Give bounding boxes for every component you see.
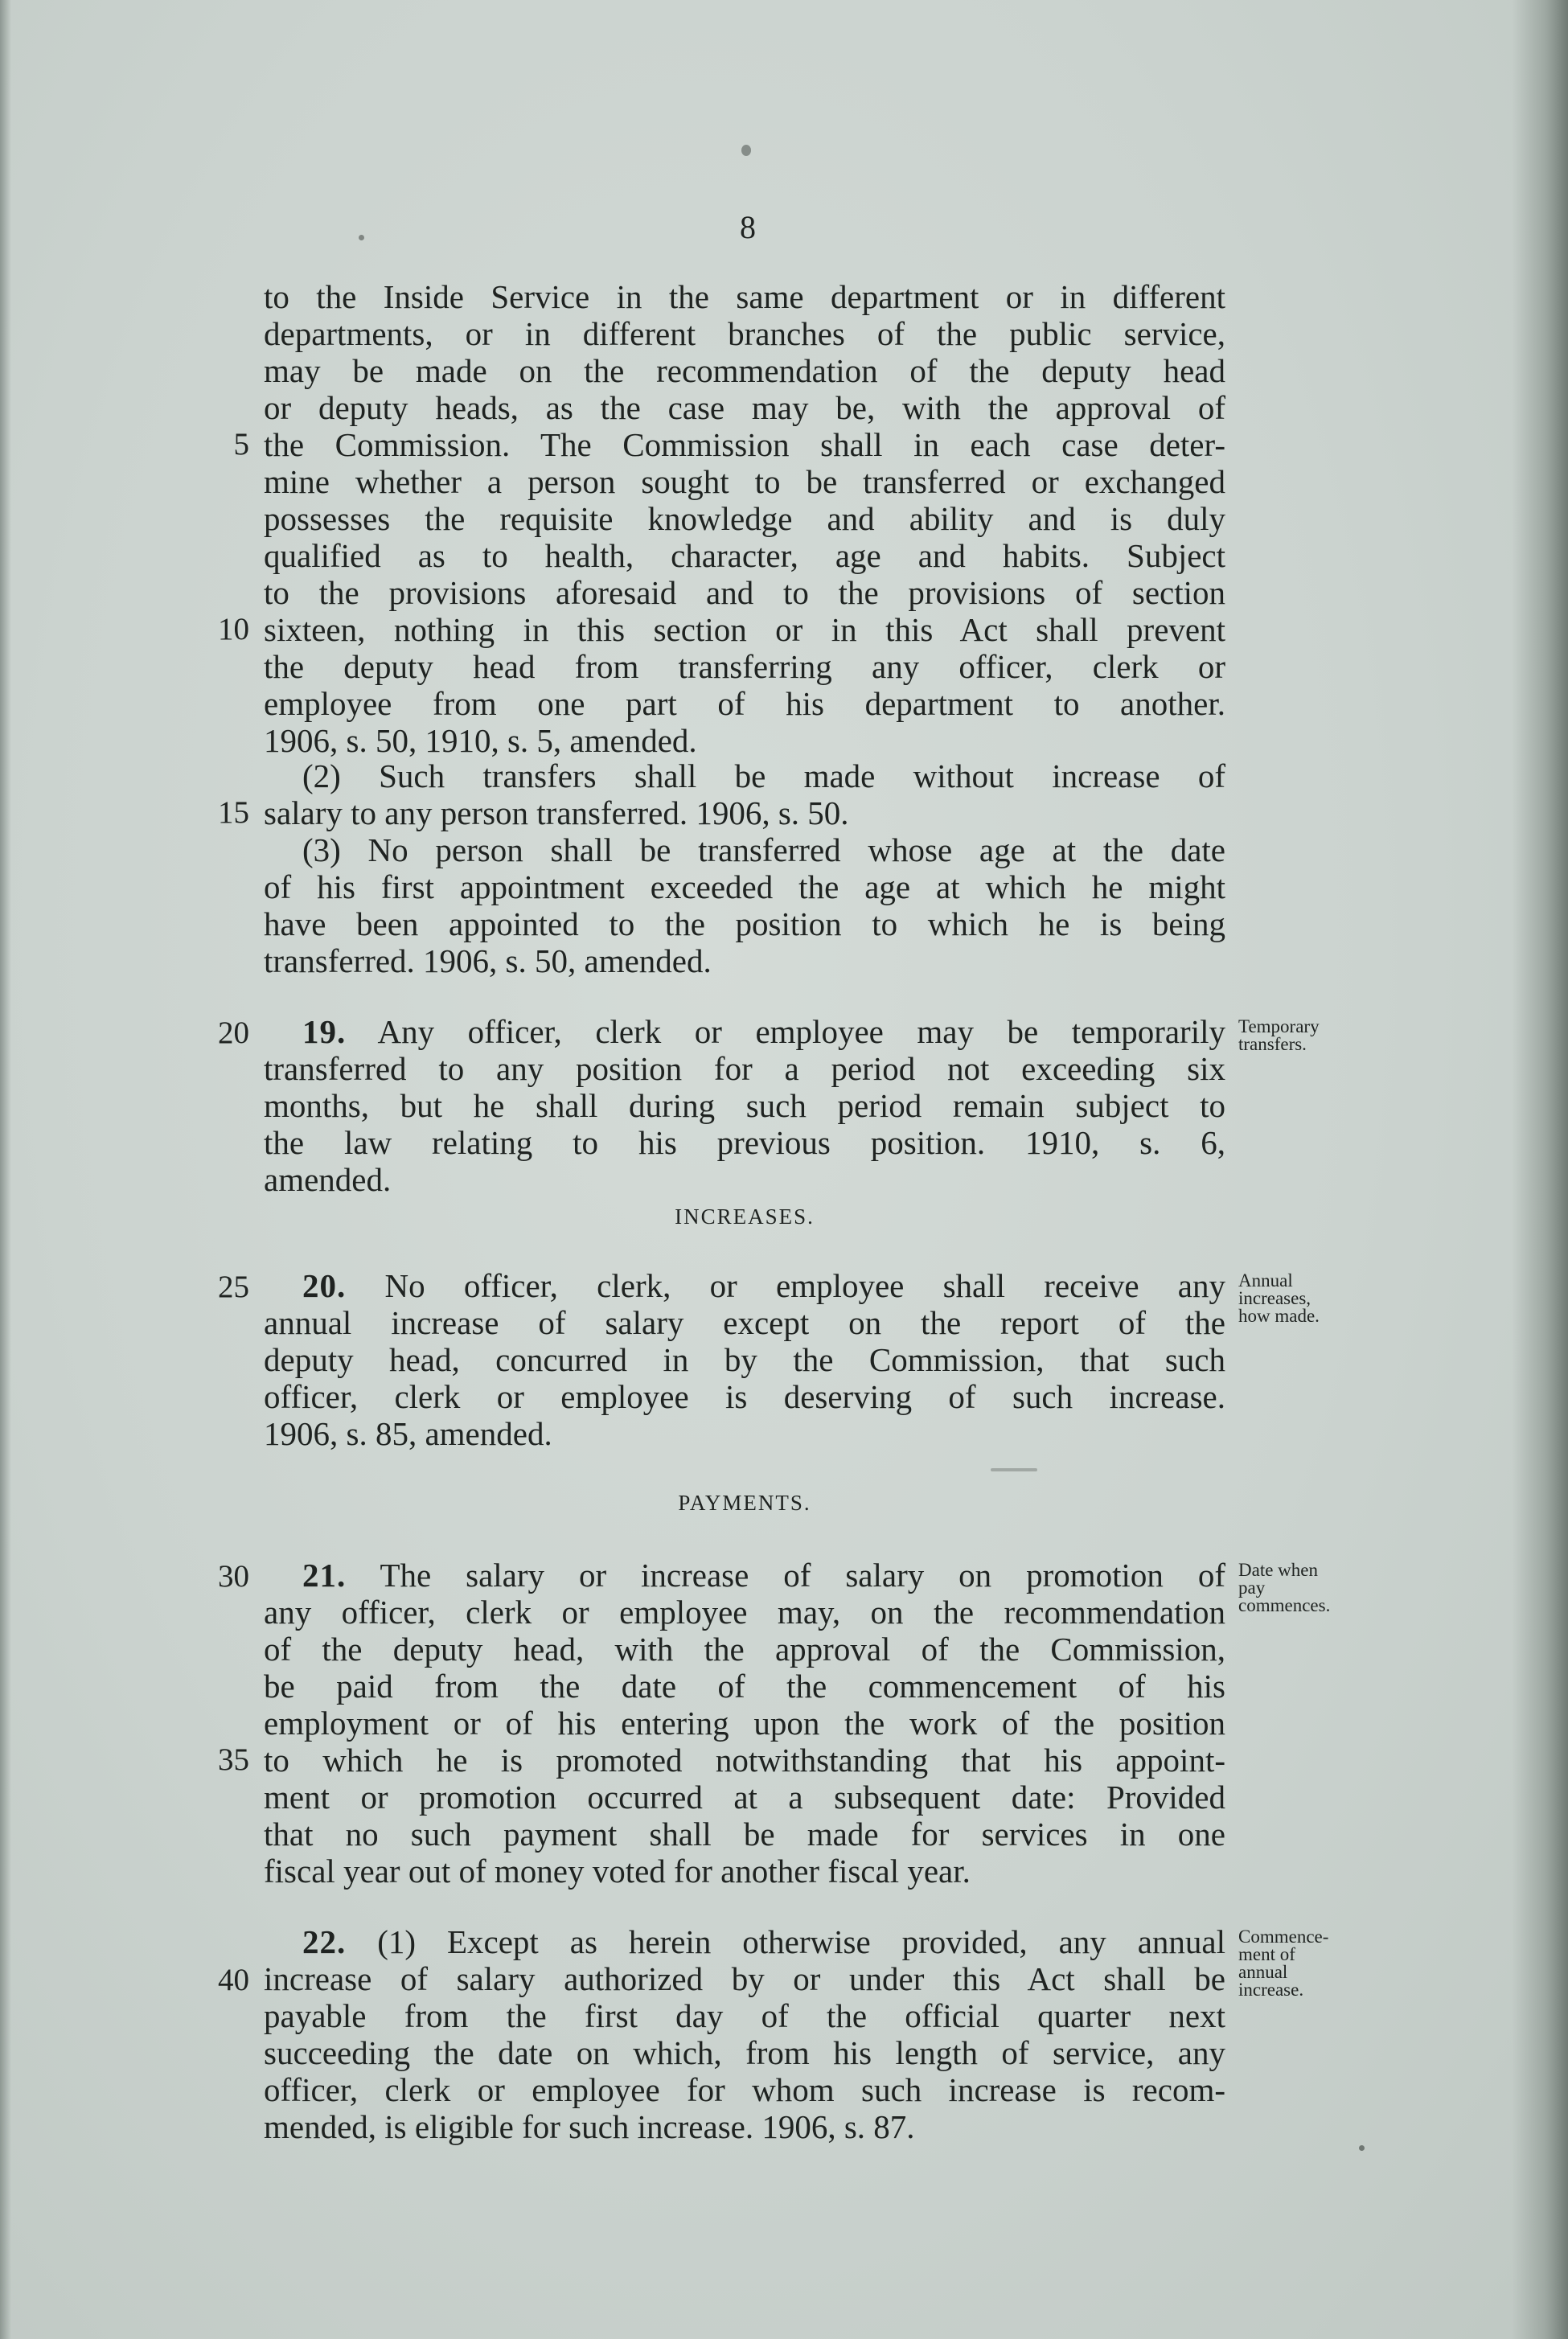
line-number: 25: [218, 1270, 249, 1304]
margin-note-line: annual: [1238, 1962, 1288, 1982]
text-line: to the Inside Service in the same department or in different: [264, 278, 1225, 315]
paper-speck: [359, 235, 364, 240]
margin-note-line: increases,: [1238, 1288, 1311, 1308]
text-line: to which he is promoted notwithstanding that his appoint-: [264, 1742, 1225, 1779]
text-line: mended, is eligible for such increase. 1906, s. 87.: [264, 2108, 915, 2145]
text-line: amended.: [264, 1161, 392, 1198]
text-line: be paid from the date of the commencement of his: [264, 1668, 1225, 1705]
margin-note-line: increase.: [1238, 1980, 1304, 2000]
text-line: transferred. 1906, s. 50, amended.: [264, 942, 712, 979]
text-line: qualified as to health, character, age and habits. Subject: [264, 537, 1225, 574]
text-line: employment or of his entering upon the work of the position: [264, 1705, 1225, 1742]
line-number: 15: [218, 795, 249, 830]
text-line: the law relating to his previous position. 1910, s. 6,: [264, 1124, 1225, 1161]
text-line: or deputy heads, as the case may be, with the approval of: [264, 389, 1225, 426]
margin-note-commencement-annual-increase: [1238, 1928, 1399, 1999]
line-number: 20: [218, 1016, 249, 1050]
margin-note-temporary-transfers: [1238, 1018, 1399, 1053]
text-line: (3) No person shall be transferred whose age at the date: [302, 831, 1225, 868]
text-line: fiscal year out of money voted for another fiscal year.: [264, 1853, 971, 1890]
text-line: officer, clerk or employee is deserving of such increase.: [264, 1378, 1225, 1415]
paper-speck: [1359, 2145, 1365, 2151]
margin-note-line: how made.: [1238, 1306, 1320, 1326]
section-20-first-line: [302, 1267, 1225, 1304]
text-line: mine whether a person sought to be transferred or exchanged: [264, 463, 1225, 500]
text-line: employee from one part of his department to another.: [264, 685, 1225, 722]
text-line: 1906, s. 50, 1910, s. 5, amended.: [264, 722, 697, 759]
text-line: (2) Such transfers shall be made without increase of: [302, 757, 1225, 794]
margin-note-line: commences.: [1238, 1595, 1331, 1615]
margin-note-line: Commence-: [1238, 1927, 1329, 1947]
text-line: any officer, clerk or employee may, on the recommendation: [264, 1594, 1225, 1631]
text-line: have been appointed to the position to which he is being: [264, 905, 1225, 942]
margin-note-line: pay: [1238, 1578, 1266, 1598]
text-run: (1) Except as herein otherwise provided, any annual: [377, 1923, 1226, 1960]
heading-payments: PAYMENTS.: [678, 1491, 811, 1515]
text-line: annual increase of salary except on the report of the: [264, 1304, 1225, 1341]
text-line: sixteen, nothing in this section or in this Act shall prevent: [264, 611, 1225, 648]
page-number: 8: [740, 209, 756, 245]
line-number: 35: [218, 1742, 249, 1777]
text-line: succeeding the date on which, from his length of service, any: [264, 2034, 1225, 2071]
text-line: the deputy head from transferring any officer, clerk or: [264, 648, 1225, 685]
paper-speck: [741, 145, 751, 156]
heading-increases: INCREASES.: [675, 1204, 815, 1229]
text-line: to the provisions aforesaid and to the provisions of section: [264, 574, 1225, 611]
text-line: the Commission. The Commission shall in each case deter-: [264, 426, 1225, 463]
margin-note-line: ment of: [1238, 1944, 1295, 1964]
text-line: transferred to any position for a period not exceeding six: [264, 1050, 1225, 1087]
margin-note-annual-increases: [1238, 1272, 1399, 1325]
text-line: salary to any person transferred. 1906, s. 50.: [264, 794, 849, 831]
line-number: 5: [233, 427, 249, 462]
section-number: 20.: [302, 1267, 347, 1304]
section-19-first-line: [302, 1013, 1225, 1050]
margin-note-line: transfers.: [1238, 1034, 1307, 1054]
margin-note-line: Date when: [1238, 1560, 1318, 1580]
text-line: of the deputy head, with the approval of the Commission,: [264, 1631, 1225, 1668]
section-number: 22.: [302, 1923, 347, 1960]
line-number: 30: [218, 1559, 249, 1594]
text-line: deputy head, concurred in by the Commission, that such: [264, 1341, 1225, 1378]
text-line: officer, clerk or employee for whom such increase is recom-: [264, 2071, 1225, 2108]
section-22-first-line: [302, 1923, 1225, 1960]
section-number: 21.: [302, 1557, 347, 1594]
margin-note-line: Annual: [1238, 1270, 1293, 1291]
text-line: possesses the requisite knowledge and ability and is duly: [264, 500, 1225, 537]
text-line: of his first appointment exceeded the age at which he might: [264, 868, 1225, 905]
text-line: ment or promotion occurred at a subsequent date: Provided: [264, 1779, 1225, 1816]
line-number: 40: [218, 1963, 249, 1997]
page-shadow-right: [1512, 0, 1568, 2339]
page-shadow-left: [0, 0, 11, 2339]
margin-note-line: Temporary: [1238, 1016, 1320, 1036]
text-run: The salary or increase of salary on promotion of: [380, 1557, 1225, 1594]
text-line: increase of salary authorized by or under this Act shall be: [264, 1960, 1225, 1997]
text-line: departments, or in different branches of the public service,: [264, 315, 1225, 352]
section-number: 19.: [302, 1013, 347, 1050]
paper-speck: [991, 1468, 1037, 1471]
text-line: months, but he shall during such period remain subject to: [264, 1087, 1225, 1124]
margin-note-date-pay-commences: [1238, 1561, 1399, 1615]
text-line: that no such payment shall be made for services in one: [264, 1816, 1225, 1853]
text-line: may be made on the recommendation of the deputy head: [264, 352, 1225, 389]
text-line: 1906, s. 85, amended.: [264, 1415, 552, 1452]
section-21-first-line: [302, 1557, 1225, 1594]
line-number: 10: [218, 612, 249, 646]
text-line: payable from the first day of the official quarter next: [264, 1997, 1225, 2034]
text-run: Any officer, clerk or employee may be temporarily: [377, 1013, 1225, 1050]
text-run: No officer, clerk, or employee shall receive any: [384, 1267, 1225, 1304]
